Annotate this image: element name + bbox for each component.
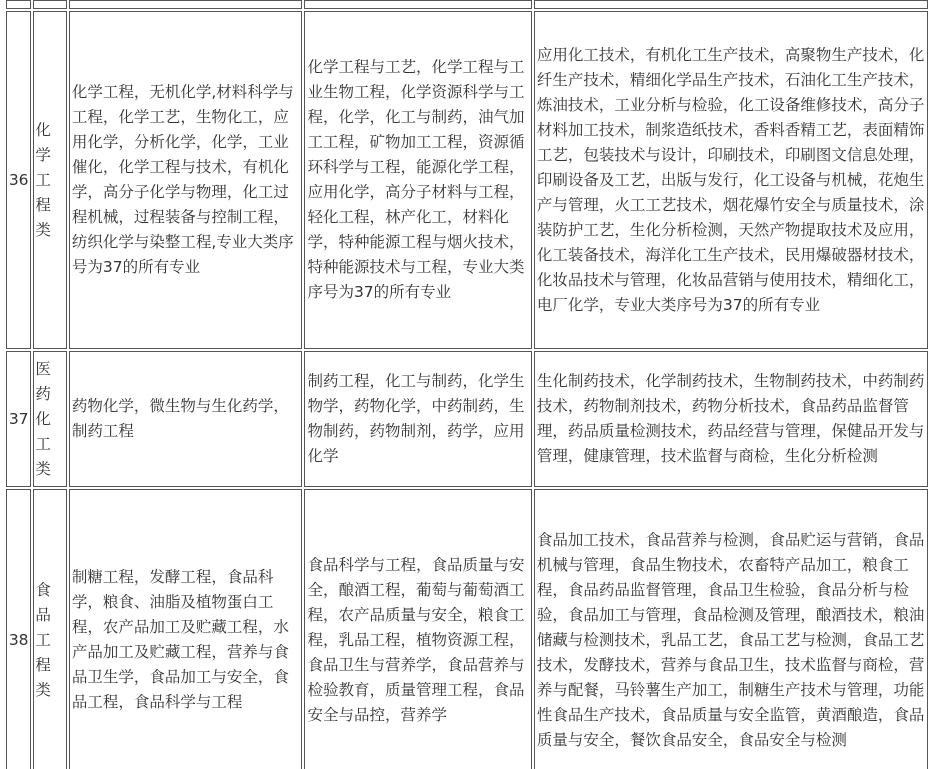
cell-fragment	[33, 0, 67, 9]
row-number: 37	[6, 351, 31, 487]
vocational-majors: 应用化工技术，有机化工生产技术，高聚物生产技术，化纤生产技术，精细化学品生产技术，石油化工生产技术，炼油技术，工业分析与检验，化工设备维修技术，高分子材料加工技术，制浆造纸技术，香料香精工艺，表面精饰工艺，包装技术与设计，印刷技术，印刷图文信息处理，印刷设备及工艺，出版与发行，化工设备与机械，花炮生产与管理，火工工艺技术，烟花爆竹安全与质量技术，涂装防护工艺，生化分析检测，天然产物提取技术及应用，化工装备技术，海洋化工生产技术，民用爆破器材技术，化妆品技术与管理，化妆品营销与使用技术，精细化工，电厂化学，专业大类序号为37的所有专业	[534, 11, 928, 349]
vocational-majors: 生化制药技术，化学制药技术，生物制药技术，中药制药技术，药物制剂技术，药物分析技术，食品药品监督管理，药品质量检测技术，药品经营与管理，保健品开发与管理，健康管理，技术监督与商检，生化分析检测	[534, 351, 928, 487]
table-row	[6, 11, 928, 349]
graduate-majors: 食品科学与工程，食品质量与安全，酿酒工程，葡萄与葡萄酒工程，农产品质量与安全，粮食工程，乳品工程，植物资源工程，食品卫生与营养学，食品营养与检验教育，质量管理工程，食品安全与品控，营养学	[304, 489, 531, 769]
table-row	[6, 489, 928, 769]
undergrad-majors: 制糖工程，发酵工程，食品科学，粮食、油脂及植物蛋白工程，农产品加工及贮藏工程，水产品加工及贮藏工程，营养与食品卫生学，食品加工与安全，食品工程，食品科学与工程	[69, 489, 303, 769]
category-name: 化学工程类	[33, 11, 67, 349]
table-row-previous-fragment	[6, 0, 928, 9]
table-row	[6, 351, 928, 487]
row-number: 36	[6, 11, 31, 349]
graduate-majors: 制药工程，化工与制药，化学生物学，药物化学，中药制药，生物制药，药物制剂，药学，应用化学	[304, 351, 531, 487]
category-name: 医药化工类	[33, 351, 67, 487]
vocational-majors: 食品加工技术，食品营养与检测，食品贮运与营销，食品机械与管理，食品生物技术，农畜特产品加工，粮食工程，食品药品监督管理，食品卫生检验，食品分析与检验，食品加工与管理，食品检测及管理，酿酒技术，粮油储藏与检测技术，乳品工艺，食品工艺与检测，食品工艺技术，发酵技术，营养与食品卫生，技术监督与商检，营养与配餐，马铃薯生产加工，制糖生产技术与管理，功能性食品生产技术，食品质量与安全监管，黄酒酿造，食品质量与安全，餐饮食品安全，食品安全与检测	[534, 489, 928, 769]
cell-fragment	[69, 0, 303, 9]
graduate-majors: 化学工程与工艺，化学工程与工业生物工程，化学资源科学与工程，化学，化工与制药，油气加工工程，矿物加工工程，资源循环科学与工程，能源化学工程，应用化学，高分子材料与工程，轻化工程，林产化工，材料化学，特种能源工程与烟火技术，特种能源技术与工程，专业大类序号为37的所有专业	[304, 11, 531, 349]
undergrad-majors: 化学工程，无机化学,材料科学与工程，化学工艺，生物化工，应用化学，分析化学，化学，工业催化，化学工程与技术，有机化学，高分子化学与物理，化工过程机械，过程装备与控制工程，纺织化学与染整工程,专业大类序号为37的所有专业	[69, 11, 303, 349]
cell-fragment	[304, 0, 531, 9]
row-number: 38	[6, 489, 31, 769]
category-name: 食品工程类	[33, 489, 67, 769]
cell-fragment	[6, 0, 31, 9]
cell-fragment	[534, 0, 928, 9]
undergrad-majors: 药物化学，微生物与生化药学，制药工程	[69, 351, 303, 487]
major-catalog-table	[4, 0, 930, 769]
